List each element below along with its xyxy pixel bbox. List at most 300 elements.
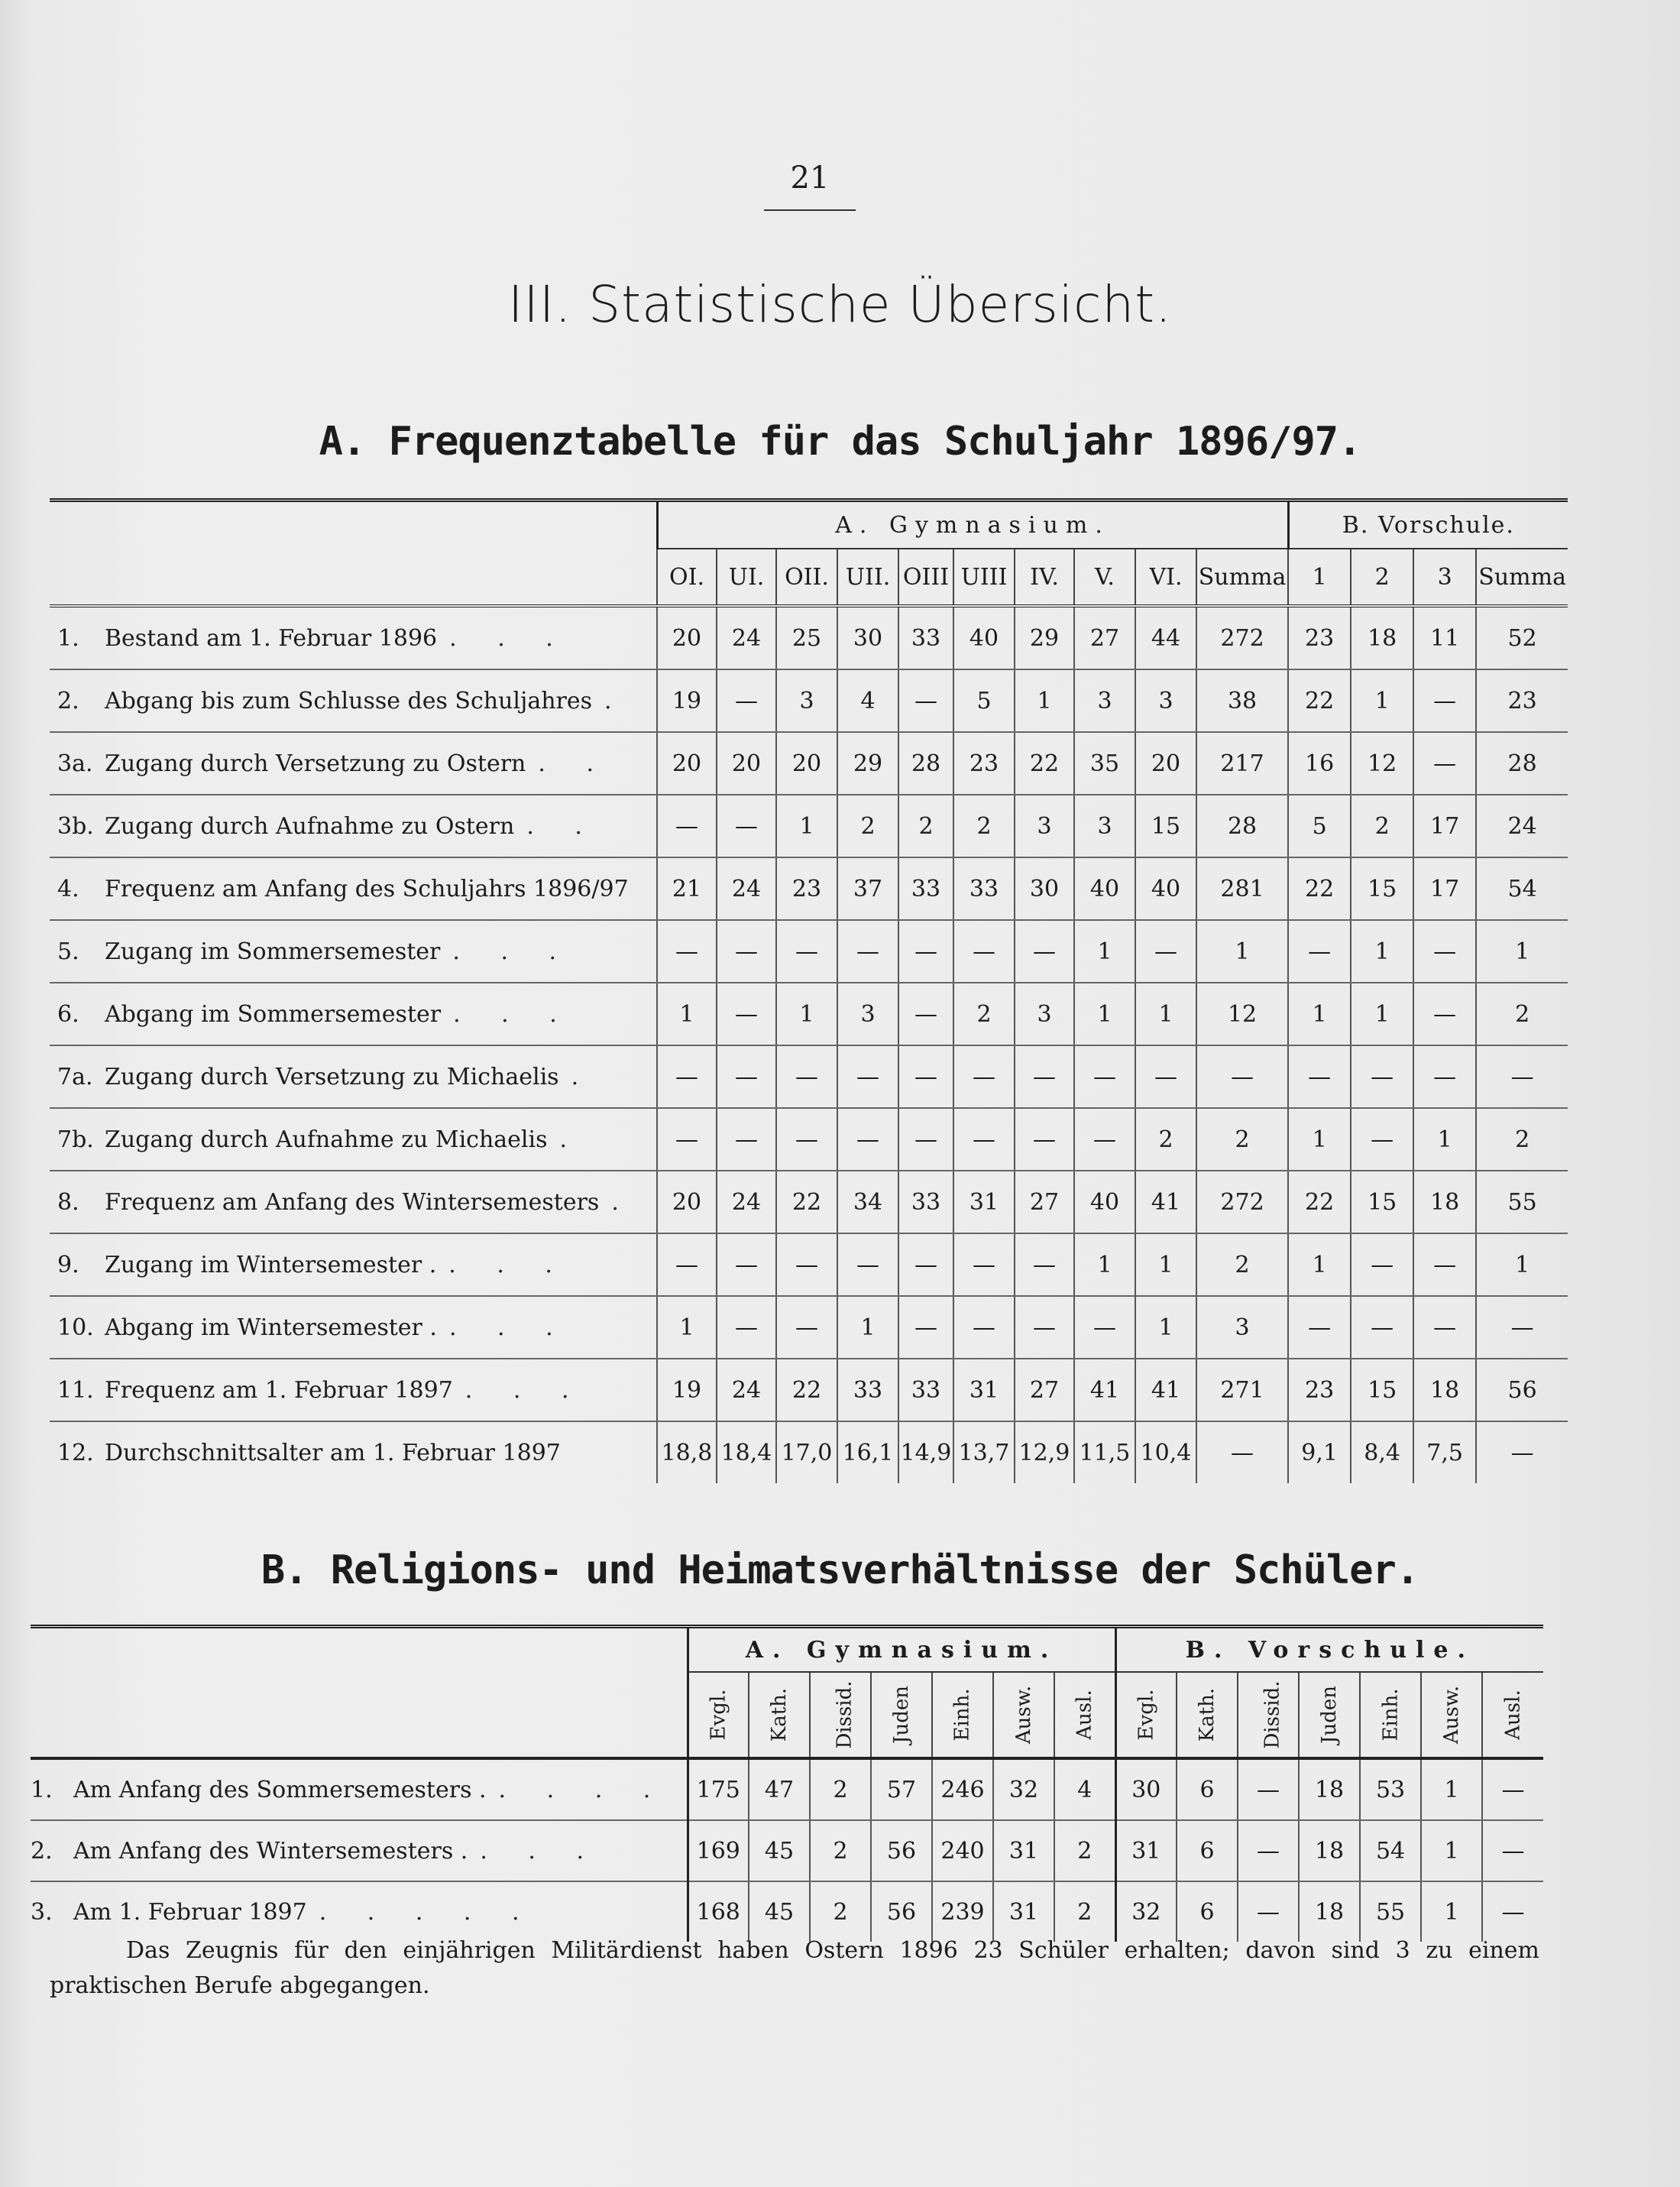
gym-cell: 4 bbox=[837, 669, 898, 732]
row-text: Bestand am 1. Februar 1896 bbox=[105, 624, 438, 652]
gym-cell: 19 bbox=[657, 669, 717, 732]
gym-cell: 24 bbox=[717, 606, 776, 669]
gym-cell: — bbox=[953, 920, 1015, 983]
table-row bbox=[50, 606, 1568, 669]
vor-cell: 23 bbox=[1288, 1359, 1351, 1421]
frequency-table-title: A. Frequenztabelle für das Schuljahr 1896/97. bbox=[319, 419, 1361, 465]
vor-cell: 1 bbox=[1476, 920, 1568, 983]
gym-cell: 2 bbox=[810, 1820, 871, 1881]
row-text: Am Anfang des Wintersemesters . bbox=[73, 1837, 468, 1865]
rel-col-label: Juden bbox=[889, 1686, 913, 1744]
vor-cell: — bbox=[1413, 1296, 1476, 1359]
gym-cell: — bbox=[1074, 1296, 1135, 1359]
row-label bbox=[50, 1296, 657, 1359]
vor-cell: — bbox=[1482, 1881, 1543, 1942]
row-label bbox=[31, 1820, 688, 1881]
gym-cell: 2 bbox=[1135, 1108, 1196, 1171]
gym-cell: 41 bbox=[1135, 1171, 1196, 1233]
gym-cell: — bbox=[898, 1108, 953, 1171]
gym-cell: 168 bbox=[688, 1881, 749, 1942]
gym-cell: 1 bbox=[657, 1296, 717, 1359]
table-row bbox=[50, 1233, 1568, 1296]
gym-cell: 239 bbox=[932, 1881, 993, 1942]
gym-cell: — bbox=[717, 920, 776, 983]
rel-col-label: Ausw. bbox=[1012, 1685, 1035, 1745]
vor-cell: 18 bbox=[1351, 606, 1413, 669]
vor-cell: 23 bbox=[1476, 669, 1568, 732]
rel-col-header bbox=[993, 1672, 1054, 1758]
gym-cell: — bbox=[776, 1233, 837, 1296]
rel-col-header bbox=[932, 1672, 993, 1758]
gym-cell: 20 bbox=[1135, 732, 1196, 795]
gym-cell: 56 bbox=[871, 1820, 932, 1881]
vor-cell: 1 bbox=[1476, 1233, 1568, 1296]
row-label bbox=[50, 795, 657, 857]
vor-cell: — bbox=[1351, 1108, 1413, 1171]
gym-cell: 3 bbox=[1135, 669, 1196, 732]
gym-col-header: UIII bbox=[953, 549, 1015, 606]
gym-cell: 33 bbox=[898, 1171, 953, 1233]
gym-cell: 20 bbox=[657, 1171, 717, 1233]
rel-col-label: Dissid. bbox=[1261, 1680, 1284, 1749]
row-text: Zugang im Sommersemester bbox=[105, 938, 441, 965]
row-label bbox=[50, 1233, 657, 1296]
leader-dots: . bbox=[604, 687, 629, 714]
gym-cell: 20 bbox=[657, 732, 717, 795]
rel-col-header bbox=[1054, 1672, 1115, 1758]
vor-cell: 22 bbox=[1288, 1171, 1351, 1233]
rel-vorschule-group-label: B. Vorschule. bbox=[1115, 1627, 1543, 1673]
table-row bbox=[50, 795, 1568, 857]
gym-cell: — bbox=[953, 1233, 1015, 1296]
row-text: Zugang im Wintersemester . bbox=[105, 1251, 437, 1278]
vor-cell: — bbox=[1288, 1045, 1351, 1108]
gym-cell: 3 bbox=[837, 983, 898, 1045]
leader-dots: . . . bbox=[453, 1000, 574, 1028]
gym-cell: 27 bbox=[1074, 606, 1135, 669]
vor-col-header: Summa bbox=[1476, 549, 1568, 606]
gym-cell: 1 bbox=[657, 983, 717, 1045]
gym-cell: — bbox=[657, 920, 717, 983]
gym-cell: — bbox=[837, 920, 898, 983]
gym-cell: 2 bbox=[898, 795, 953, 857]
gym-cell: 27 bbox=[1015, 1359, 1074, 1421]
gym-cell: 1 bbox=[1015, 669, 1074, 732]
leader-dots: . bbox=[611, 1188, 636, 1216]
row-text: Abgang im Wintersemester . bbox=[105, 1314, 437, 1341]
row-label bbox=[50, 1421, 657, 1483]
vor-cell: 11 bbox=[1413, 606, 1476, 669]
gym-cell: 2 bbox=[837, 795, 898, 857]
gym-cell: 1 bbox=[1074, 983, 1135, 1045]
gym-cell: — bbox=[1015, 920, 1074, 983]
gym-cell: 2 bbox=[810, 1758, 871, 1820]
gym-cell: — bbox=[1135, 920, 1196, 983]
vor-cell: 18 bbox=[1299, 1758, 1360, 1820]
gym-cell: — bbox=[1196, 1045, 1288, 1108]
gym-col-header: Summa bbox=[1196, 549, 1288, 606]
gym-cell: 37 bbox=[837, 857, 898, 920]
vor-cell: — bbox=[1413, 920, 1476, 983]
vor-cell: — bbox=[1482, 1758, 1543, 1820]
rel-col-label: Kath. bbox=[767, 1687, 791, 1742]
rel-col-label: Dissid. bbox=[833, 1680, 856, 1749]
row-number: 7b. bbox=[57, 1126, 94, 1153]
gym-cell: — bbox=[717, 795, 776, 857]
row-label bbox=[50, 920, 657, 983]
gym-cell: — bbox=[898, 1233, 953, 1296]
gym-cell: 29 bbox=[837, 732, 898, 795]
gym-cell: — bbox=[657, 1108, 717, 1171]
religion-column-header bbox=[31, 1672, 1543, 1758]
frequency-table bbox=[50, 498, 1568, 1483]
vor-cell: 7,5 bbox=[1413, 1421, 1476, 1483]
gym-cell: 22 bbox=[776, 1171, 837, 1233]
gym-cell: 47 bbox=[749, 1758, 810, 1820]
row-text: Frequenz am 1. Februar 1897 bbox=[105, 1376, 453, 1404]
rel-col-header bbox=[1421, 1672, 1482, 1758]
gym-cell: 12 bbox=[1196, 983, 1288, 1045]
table-row bbox=[50, 1296, 1568, 1359]
vor-cell: 12 bbox=[1351, 732, 1413, 795]
gym-cell: 38 bbox=[1196, 669, 1288, 732]
gym-cell: 40 bbox=[953, 606, 1015, 669]
table-row bbox=[50, 1421, 1568, 1483]
religion-table bbox=[31, 1625, 1543, 1942]
gym-cell: 12,9 bbox=[1015, 1421, 1074, 1483]
gym-cell: 1 bbox=[776, 795, 837, 857]
vor-cell: 22 bbox=[1288, 669, 1351, 732]
row-text: Zugang durch Aufnahme zu Michaelis bbox=[105, 1126, 548, 1153]
gym-cell: 31 bbox=[953, 1359, 1015, 1421]
gym-cell: — bbox=[1074, 1045, 1135, 1108]
vor-cell: — bbox=[1351, 1045, 1413, 1108]
row-number: 3b. bbox=[57, 812, 94, 840]
gym-cell: 2 bbox=[1196, 1108, 1288, 1171]
gym-cell: 3 bbox=[1074, 669, 1135, 732]
vor-cell: 2 bbox=[1351, 795, 1413, 857]
rel-col-header bbox=[1177, 1672, 1238, 1758]
gym-cell: — bbox=[898, 920, 953, 983]
gym-cell: 2 bbox=[1054, 1881, 1115, 1942]
vor-cell: 54 bbox=[1476, 857, 1568, 920]
vor-cell: — bbox=[1482, 1820, 1543, 1881]
gym-cell: — bbox=[717, 1108, 776, 1171]
gym-cell: 33 bbox=[953, 857, 1015, 920]
leader-dots: . . . bbox=[465, 1376, 586, 1404]
gym-cell: — bbox=[837, 1045, 898, 1108]
vor-cell: 1 bbox=[1421, 1820, 1482, 1881]
gym-cell: 28 bbox=[898, 732, 953, 795]
row-text: Frequenz am Anfang des Wintersemesters bbox=[105, 1188, 600, 1216]
row-text: Abgang im Sommersemester bbox=[105, 1000, 442, 1028]
vor-cell: 30 bbox=[1115, 1758, 1177, 1820]
gym-cell: 45 bbox=[749, 1881, 810, 1942]
gym-cell: 169 bbox=[688, 1820, 749, 1881]
gym-cell: 31 bbox=[993, 1820, 1054, 1881]
gym-cell: 1 bbox=[837, 1296, 898, 1359]
row-number: 3a. bbox=[57, 750, 93, 777]
gym-cell: — bbox=[898, 1045, 953, 1108]
gym-cell: — bbox=[657, 1233, 717, 1296]
row-label bbox=[50, 857, 657, 920]
rel-col-header bbox=[1482, 1672, 1543, 1758]
row-text: Abgang bis zum Schlusse des Schuljahres bbox=[105, 687, 593, 714]
gym-cell: 217 bbox=[1196, 732, 1288, 795]
vor-cell: 18 bbox=[1299, 1881, 1360, 1942]
gym-cell: — bbox=[717, 1296, 776, 1359]
row-number: 1. bbox=[57, 624, 79, 652]
gym-cell: 14,9 bbox=[898, 1421, 953, 1483]
gym-cell: — bbox=[953, 1108, 1015, 1171]
row-number: 2. bbox=[57, 687, 79, 714]
table-row bbox=[50, 1359, 1568, 1421]
gym-cell: — bbox=[953, 1045, 1015, 1108]
leader-dots bbox=[629, 876, 641, 902]
vor-cell: 16 bbox=[1288, 732, 1351, 795]
gym-cell: — bbox=[776, 920, 837, 983]
gym-cell: 175 bbox=[688, 1758, 749, 1820]
gym-cell: 2 bbox=[810, 1881, 871, 1942]
gym-cell: 3 bbox=[1074, 795, 1135, 857]
vor-cell: — bbox=[1413, 1045, 1476, 1108]
row-number: 8. bbox=[57, 1188, 79, 1216]
gym-cell: 22 bbox=[1015, 732, 1074, 795]
frequency-group-header bbox=[50, 501, 1568, 549]
table-row bbox=[50, 1108, 1568, 1171]
gym-cell: — bbox=[1135, 1045, 1196, 1108]
vor-cell: 56 bbox=[1476, 1359, 1568, 1421]
gym-cell: 13,7 bbox=[953, 1421, 1015, 1483]
vor-cell: 1 bbox=[1351, 983, 1413, 1045]
vor-cell: 18 bbox=[1413, 1171, 1476, 1233]
gym-cell: — bbox=[717, 983, 776, 1045]
gym-cell: 40 bbox=[1135, 857, 1196, 920]
row-number: 2. bbox=[31, 1837, 53, 1865]
gym-cell: 4 bbox=[1054, 1758, 1115, 1820]
gym-col-header: OIII bbox=[898, 549, 953, 606]
gym-cell: 1 bbox=[1074, 1233, 1135, 1296]
vor-cell: 6 bbox=[1177, 1881, 1238, 1942]
row-number: 12. bbox=[57, 1439, 94, 1466]
leader-dots: . . bbox=[538, 750, 610, 777]
row-text: Durchschnittsalter am 1. Februar 1897 bbox=[105, 1439, 561, 1466]
rel-col-label: Ausl. bbox=[1501, 1690, 1525, 1740]
gym-cell: 1 bbox=[1196, 920, 1288, 983]
gym-col-header: V. bbox=[1074, 549, 1135, 606]
gym-cell: 3 bbox=[1015, 983, 1074, 1045]
vor-cell: — bbox=[1413, 983, 1476, 1045]
gym-cell: 31 bbox=[953, 1171, 1015, 1233]
gym-cell: — bbox=[776, 1296, 837, 1359]
gym-col-header: UI. bbox=[717, 549, 776, 606]
gym-cell: 246 bbox=[932, 1758, 993, 1820]
gym-cell: 16,1 bbox=[837, 1421, 898, 1483]
gym-cell: 33 bbox=[898, 1359, 953, 1421]
gym-cell: — bbox=[1196, 1421, 1288, 1483]
rel-col-label: Kath. bbox=[1196, 1687, 1219, 1742]
vorschule-group-label: B. Vorschule. bbox=[1288, 501, 1568, 549]
row-label bbox=[31, 1758, 688, 1820]
vor-cell: 24 bbox=[1476, 795, 1568, 857]
gym-cell: 20 bbox=[776, 732, 837, 795]
leader-dots: . . . bbox=[449, 624, 570, 652]
vor-cell: — bbox=[1351, 1296, 1413, 1359]
gym-cell: — bbox=[1015, 1108, 1074, 1171]
row-label bbox=[50, 606, 657, 669]
row-label bbox=[50, 1359, 657, 1421]
gymnasium-group-label: A. Gymnasium. bbox=[657, 501, 1288, 549]
row-label bbox=[50, 1045, 657, 1108]
row-text: Frequenz am Anfang des Schuljahrs 1896/97 bbox=[105, 875, 629, 902]
vor-cell: — bbox=[1476, 1045, 1568, 1108]
page-title: III. Statistische Übersicht. bbox=[507, 275, 1173, 334]
gym-cell: 2 bbox=[1196, 1233, 1288, 1296]
vor-cell: 17 bbox=[1413, 795, 1476, 857]
leader-dots: . . . bbox=[448, 1251, 569, 1278]
gym-cell: — bbox=[717, 1045, 776, 1108]
gym-cell: — bbox=[717, 669, 776, 732]
gym-cell: 30 bbox=[837, 606, 898, 669]
gym-cell: — bbox=[776, 1108, 837, 1171]
table-row bbox=[50, 1171, 1568, 1233]
gym-cell: — bbox=[898, 669, 953, 732]
gym-cell: 21 bbox=[657, 857, 717, 920]
table-row bbox=[31, 1820, 1543, 1881]
vor-cell: 15 bbox=[1351, 1171, 1413, 1233]
gym-cell: 28 bbox=[1196, 795, 1288, 857]
gym-cell: — bbox=[1015, 1045, 1074, 1108]
vor-cell: 55 bbox=[1360, 1881, 1421, 1942]
gym-cell: 271 bbox=[1196, 1359, 1288, 1421]
vor-cell: — bbox=[1238, 1758, 1299, 1820]
gym-cell: 3 bbox=[776, 669, 837, 732]
vor-cell: 18 bbox=[1299, 1820, 1360, 1881]
gym-cell: 18,4 bbox=[717, 1421, 776, 1483]
gym-cell: 29 bbox=[1015, 606, 1074, 669]
gym-col-header: IV. bbox=[1015, 549, 1074, 606]
gym-cell: 1 bbox=[776, 983, 837, 1045]
row-text: Am 1. Februar 1897 bbox=[73, 1898, 307, 1926]
gym-cell: 41 bbox=[1135, 1359, 1196, 1421]
row-number: 6. bbox=[57, 1000, 79, 1028]
leader-dots: . . . . . bbox=[319, 1898, 536, 1926]
vor-cell: — bbox=[1351, 1233, 1413, 1296]
rel-col-label: Evgl. bbox=[1135, 1689, 1158, 1741]
religion-group-header bbox=[31, 1627, 1543, 1673]
vor-cell: 28 bbox=[1476, 732, 1568, 795]
vor-cell: 1 bbox=[1288, 1108, 1351, 1171]
gym-cell: — bbox=[1015, 1296, 1074, 1359]
leader-dots: . . . bbox=[448, 1314, 570, 1341]
vor-cell: 55 bbox=[1476, 1171, 1568, 1233]
vor-cell: 1 bbox=[1413, 1108, 1476, 1171]
rel-gymnasium-group-label: A. Gymnasium. bbox=[688, 1627, 1115, 1673]
leader-dots: . bbox=[571, 1063, 596, 1090]
row-number: 11. bbox=[57, 1376, 94, 1404]
row-number: 7a. bbox=[57, 1063, 93, 1090]
table-row bbox=[50, 669, 1568, 732]
gym-cell: 272 bbox=[1196, 606, 1288, 669]
rel-col-label: Einh. bbox=[1379, 1688, 1403, 1742]
gym-cell: 3 bbox=[1196, 1296, 1288, 1359]
vor-cell: 52 bbox=[1476, 606, 1568, 669]
rel-col-header bbox=[749, 1672, 810, 1758]
vor-cell: 6 bbox=[1177, 1820, 1238, 1881]
rel-col-label: Einh. bbox=[951, 1688, 974, 1742]
vor-cell: 15 bbox=[1351, 1359, 1413, 1421]
gym-cell: 34 bbox=[837, 1171, 898, 1233]
row-text: Zugang durch Aufnahme zu Ostern bbox=[105, 812, 515, 840]
vor-cell: — bbox=[1238, 1881, 1299, 1942]
vor-cell: — bbox=[1288, 1296, 1351, 1359]
gym-cell: — bbox=[776, 1045, 837, 1108]
gym-cell: 24 bbox=[717, 857, 776, 920]
gym-cell: 24 bbox=[717, 1359, 776, 1421]
gym-cell: 40 bbox=[1074, 1171, 1135, 1233]
gym-cell: 2 bbox=[953, 795, 1015, 857]
frequency-column-header bbox=[50, 549, 1568, 606]
gym-cell: 32 bbox=[993, 1758, 1054, 1820]
row-label bbox=[50, 732, 657, 795]
gym-cell: 22 bbox=[776, 1359, 837, 1421]
vor-cell: 54 bbox=[1360, 1820, 1421, 1881]
vor-cell: 2 bbox=[1476, 983, 1568, 1045]
rel-col-header bbox=[1299, 1672, 1360, 1758]
gym-cell: 2 bbox=[1054, 1820, 1115, 1881]
leader-dots: . . . bbox=[452, 938, 574, 965]
gym-cell: — bbox=[898, 1296, 953, 1359]
row-number: 1. bbox=[31, 1776, 53, 1803]
rel-col-label: Evgl. bbox=[707, 1689, 730, 1741]
vor-cell: 2 bbox=[1476, 1108, 1568, 1171]
rel-col-header bbox=[871, 1672, 932, 1758]
leader-dots: . . . bbox=[480, 1837, 601, 1865]
vor-cell: 31 bbox=[1115, 1820, 1177, 1881]
gym-col-header: VI. bbox=[1135, 549, 1196, 606]
row-label bbox=[50, 1108, 657, 1171]
vor-cell: — bbox=[1288, 920, 1351, 983]
vor-cell: — bbox=[1476, 1421, 1568, 1483]
vor-cell: 23 bbox=[1288, 606, 1351, 669]
gym-cell: — bbox=[837, 1233, 898, 1296]
vor-cell: 1 bbox=[1351, 669, 1413, 732]
vor-cell: — bbox=[1413, 732, 1476, 795]
gym-col-header: OII. bbox=[776, 549, 837, 606]
table-row bbox=[50, 983, 1568, 1045]
rel-col-label: Ausw. bbox=[1440, 1685, 1464, 1745]
leader-dots: . . . . bbox=[498, 1776, 668, 1803]
gym-cell: 35 bbox=[1074, 732, 1135, 795]
gym-cell: 33 bbox=[898, 606, 953, 669]
row-label bbox=[50, 1171, 657, 1233]
vor-cell: — bbox=[1476, 1296, 1568, 1359]
table-row bbox=[31, 1758, 1543, 1820]
gym-cell: — bbox=[837, 1108, 898, 1171]
gym-cell: 40 bbox=[1074, 857, 1135, 920]
rel-col-label: Juden bbox=[1318, 1686, 1342, 1744]
gym-cell: 27 bbox=[1015, 1171, 1074, 1233]
gym-cell: 11,5 bbox=[1074, 1421, 1135, 1483]
gym-cell: 240 bbox=[932, 1820, 993, 1881]
gym-cell: 44 bbox=[1135, 606, 1196, 669]
gym-cell: — bbox=[657, 1045, 717, 1108]
gym-cell: 20 bbox=[717, 732, 776, 795]
vor-cell: 6 bbox=[1177, 1758, 1238, 1820]
leader-dots: . bbox=[559, 1126, 584, 1153]
vor-cell: — bbox=[1413, 669, 1476, 732]
vor-col-header: 1 bbox=[1288, 549, 1351, 606]
